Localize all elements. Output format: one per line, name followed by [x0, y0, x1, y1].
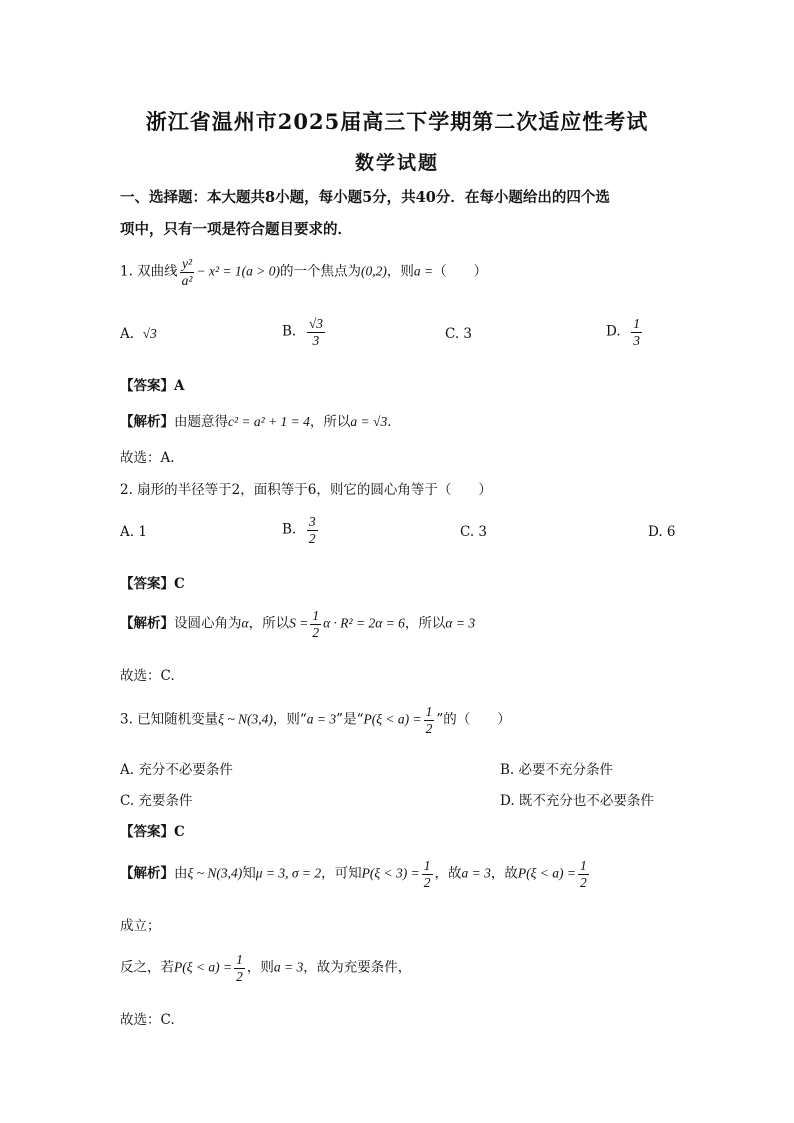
- page-subtitle: 数学试题: [354, 152, 439, 174]
- q1-option-c: C. 3: [445, 326, 473, 342]
- q1-conclusion: 故选：A.: [120, 450, 175, 466]
- q2-option-a: A. 1: [120, 524, 147, 540]
- q3-answer: 【答案】C: [120, 824, 185, 840]
- q3-option-c: C. 充要条件: [120, 793, 193, 809]
- section-heading-line2: 项中，只有一项是符合题目要求的．: [120, 221, 352, 238]
- q2-option-c: C. 3: [460, 524, 488, 540]
- section-heading-line1: 一、选择题：本大题共8小题，每小题5分，共40分．在每小题给出的四个选: [120, 189, 610, 206]
- q2-analysis: 【解析】设圆心角为α，所以S = $\frac{1}{2}$ α · R² = 2α = 6，所以α = 3: [120, 608, 476, 640]
- q2-option-d: D. 6: [648, 524, 676, 540]
- q3-analysis-line2: 成立；: [120, 918, 161, 934]
- q1-analysis: 【解析】由题意得c² = a² + 1 = 4，所以a = √3．: [120, 414, 401, 430]
- q3-option-a: A. 充分不必要条件: [120, 762, 233, 778]
- q2-option-b: B. $\frac{3}{2}$: [282, 514, 316, 546]
- q2-conclusion: 故选：C.: [120, 668, 175, 684]
- q1-option-d: D. $\frac{1}{3}$: [606, 316, 640, 348]
- q3-analysis: 【解析】由ξ ~ N(3,4)知μ = 3, σ = 2，可知P(ξ < 3) = $\frac{1}{2}$ ，故a = 3，故P(ξ < a) = $\frac{1}{2}$: [120, 858, 587, 890]
- question-1-stem: 1. 双曲线 $\frac{\text{y²}}{\text{a²}}$ − x² = 1(a > 0)的一个焦点为(0,2)，则a =（ ）: [120, 256, 488, 288]
- page-title: 浙江省温州市2025届高三下学期第二次适应性考试: [145, 109, 649, 134]
- hyperbola-fraction: $\frac{\text{y²}}{\text{a²}}$: [181, 256, 193, 288]
- q3-reverse: 反之，若P(ξ < a) = $\frac{1}{2}$ ，则a = 3，故为充要条件，: [120, 952, 412, 984]
- q3-option-b: B. 必要不充分条件: [500, 762, 614, 778]
- q3-conclusion: 故选：C.: [120, 1012, 175, 1028]
- q1-option-b: B. $\frac{√3}{3}$: [282, 316, 323, 348]
- question-3-stem: 3. 已知随机变量ξ ~ N(3,4)，则“a = 3”是“P(ξ < a) = $\frac{1}{2}$ ”的（ ）: [120, 704, 511, 736]
- q3-option-d: D. 既不充分也不必要条件: [500, 793, 654, 809]
- question-2-stem: 2. 扇形的半径等于2，面积等于6，则它的圆心角等于（ ）: [120, 482, 492, 498]
- q1-answer: 【答案】A: [120, 378, 185, 394]
- q1-option-a: A. √3: [120, 326, 157, 342]
- q2-answer: 【答案】C: [120, 576, 185, 592]
